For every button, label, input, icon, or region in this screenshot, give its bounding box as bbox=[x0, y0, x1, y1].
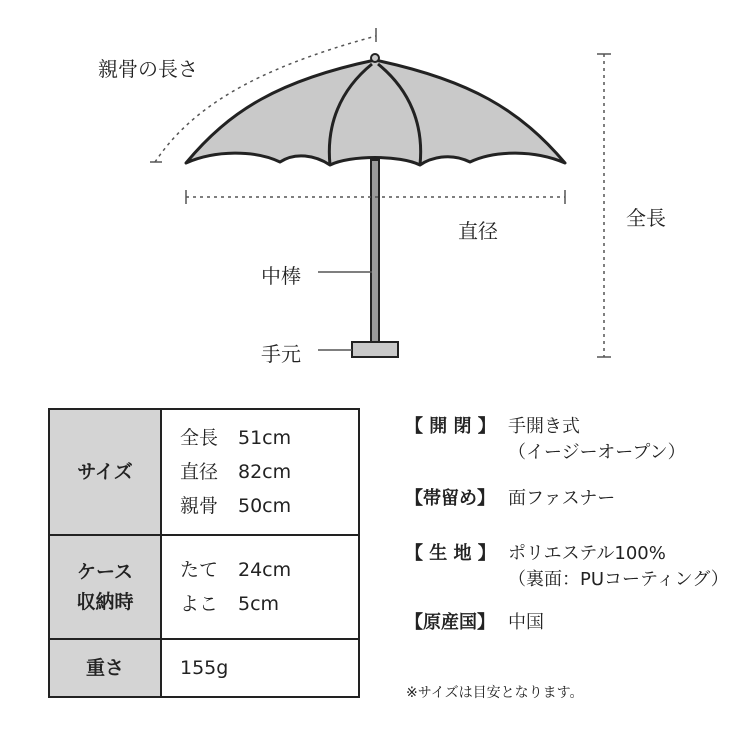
spec-line bbox=[180, 651, 357, 685]
spec-key: 親骨 bbox=[180, 495, 219, 517]
umbrella-tip bbox=[371, 54, 379, 62]
info-label: 【 開 閉 】 bbox=[405, 416, 496, 437]
spec-row-size bbox=[49, 409, 359, 535]
info-label: 【原産国】 bbox=[405, 612, 495, 633]
spec-value: 24cm bbox=[238, 559, 292, 581]
diameter-label: 直径 bbox=[458, 219, 498, 243]
info-value: 面ファスナー bbox=[508, 488, 616, 509]
spec-header-weight: 重さ bbox=[49, 639, 161, 697]
total-length-label: 全長 bbox=[626, 206, 666, 230]
size-note: ※サイズは目安となります。 bbox=[406, 685, 584, 701]
shaft-label: 中棒 bbox=[261, 264, 301, 288]
info-label: 【帯留め】 bbox=[405, 488, 495, 509]
spec-line bbox=[180, 421, 357, 455]
spec-key: 全長 bbox=[180, 427, 219, 449]
spec-row-weight bbox=[49, 639, 359, 697]
spec-header-case bbox=[49, 535, 161, 639]
spec-line bbox=[180, 587, 357, 621]
spec-line bbox=[180, 455, 357, 489]
rib-length-label: 親骨の長さ bbox=[98, 57, 198, 81]
umbrella-handle bbox=[352, 342, 398, 357]
spec-values-case bbox=[161, 535, 359, 639]
spec-key: 直径 bbox=[180, 461, 219, 483]
info-fabric bbox=[405, 541, 729, 593]
info-value: ポリエステル100% bbox=[508, 543, 666, 564]
umbrella-shaft bbox=[371, 160, 379, 344]
spec-value: 50cm bbox=[238, 495, 292, 517]
spec-values-weight bbox=[161, 639, 359, 697]
spec-values-size bbox=[161, 409, 359, 535]
spec-value: 5cm bbox=[238, 593, 280, 615]
spec-key: よこ bbox=[180, 593, 219, 615]
info-value: 手開き式 bbox=[508, 416, 580, 437]
spec-header-size: サイズ bbox=[49, 409, 161, 535]
info-value-2: （裏面：PUコーティング） bbox=[508, 569, 729, 590]
spec-header-case-line1: ケース bbox=[76, 561, 134, 583]
spec-key: たて bbox=[180, 559, 219, 581]
info-value-2: （イージーオープン） bbox=[508, 442, 686, 463]
info-origin bbox=[405, 610, 544, 636]
spec-line bbox=[180, 489, 357, 523]
umbrella-canopy bbox=[186, 60, 565, 165]
spec-value: 51cm bbox=[238, 427, 292, 449]
spec-line bbox=[180, 553, 357, 587]
spec-header-case-line2: 収納時 bbox=[76, 591, 134, 613]
info-label: 【 生 地 】 bbox=[405, 543, 496, 564]
spec-table bbox=[48, 408, 360, 698]
info-value: 中国 bbox=[508, 612, 544, 633]
spec-value: 155g bbox=[180, 657, 229, 679]
info-band bbox=[405, 486, 615, 512]
handle-label: 手元 bbox=[261, 342, 301, 366]
info-open-close bbox=[405, 414, 686, 466]
spec-value: 82cm bbox=[238, 461, 292, 483]
spec-row-case bbox=[49, 535, 359, 639]
